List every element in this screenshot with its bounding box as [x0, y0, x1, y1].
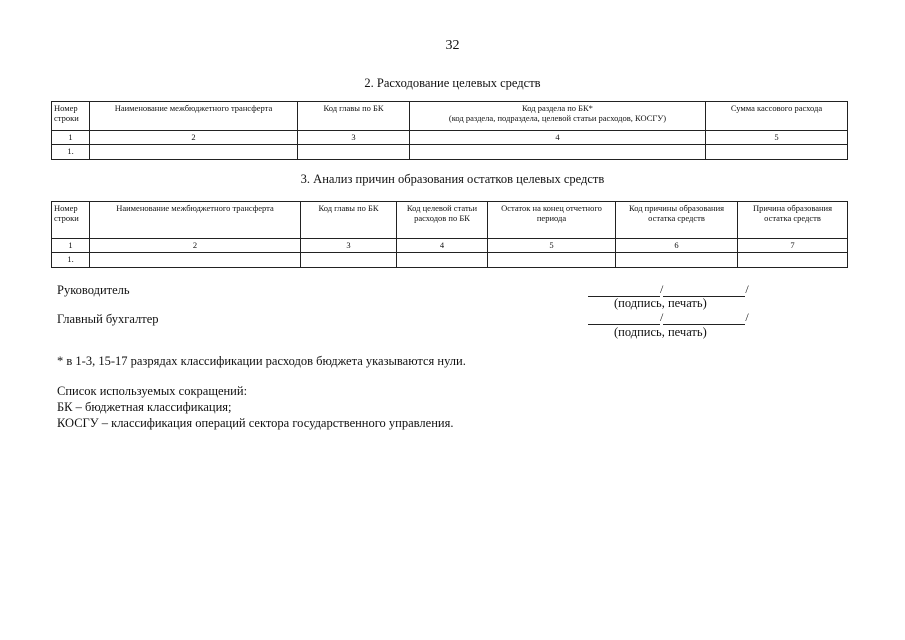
header-cell-row-number: Номер строки — [52, 102, 90, 131]
name-blank — [663, 312, 745, 325]
section-3-title: 3. Анализ причин образования остатков целевых средств — [300, 172, 605, 186]
abbreviation-item: КОСГУ – классификация операций сектора государственного управления. — [57, 416, 454, 430]
signature-blank — [588, 312, 660, 325]
header-cell-transfer-name: Наименование межбюджетного трансферта — [90, 202, 301, 239]
row-label: 1. — [52, 145, 90, 160]
table-cell — [301, 253, 397, 268]
abbreviation-item: БК – бюджетная классификация; — [57, 400, 232, 414]
table-cell — [738, 253, 848, 268]
column-number: 3 — [301, 239, 397, 253]
column-number: 4 — [397, 239, 488, 253]
table-header-row — [52, 202, 848, 239]
header-cell-cash-expense: Сумма кассового расхода — [706, 102, 848, 131]
separator: / — [660, 310, 664, 324]
header-cell-period-end-balance: Остаток на конец отчетного периода — [488, 202, 616, 239]
table-cell — [90, 253, 301, 268]
column-number: 7 — [738, 239, 848, 253]
column-number: 5 — [488, 239, 616, 253]
table-cell — [488, 253, 616, 268]
header-cell-target-article-code: Код целевой статьи расходов по БК — [397, 202, 488, 239]
table-row — [52, 145, 848, 160]
abbreviations-title: Список используемых сокращений: — [57, 384, 248, 398]
column-number: 2 — [90, 131, 298, 145]
table-cell — [410, 145, 706, 160]
header-cell-reason-code: Код причины образования остатка средств — [616, 202, 738, 239]
column-number: 4 — [410, 131, 706, 145]
separator: / — [745, 310, 749, 324]
head-signature-hint: (подпись, печать) — [614, 296, 707, 310]
column-number: 5 — [706, 131, 848, 145]
accountant-signature-line — [588, 310, 749, 325]
header-cell-section-code-title: Код раздела по БК* — [522, 103, 593, 113]
table-cell — [397, 253, 488, 268]
header-cell-section-code — [410, 102, 706, 131]
header-cell-chapter-code: Код главы по БК — [298, 102, 410, 131]
footnote: * в 1-3, 15-17 разрядах классификации расходов бюджета указываются нули. — [57, 354, 466, 368]
header-cell-section-code-subtitle: (код раздела, подраздела, целевой статьи расходов, КОСГУ) — [448, 113, 667, 123]
page-number: 32 — [445, 38, 460, 53]
table-row — [52, 253, 848, 268]
separator: / — [745, 282, 749, 296]
column-number: 2 — [90, 239, 301, 253]
row-label: 1. — [52, 253, 90, 268]
head-label: Руководитель — [57, 283, 130, 297]
separator: / — [660, 282, 664, 296]
table-header-row — [52, 102, 848, 131]
chief-accountant-label: Главный бухгалтер — [57, 312, 159, 326]
spending-table — [51, 101, 848, 160]
column-number: 3 — [298, 131, 410, 145]
table-cell — [298, 145, 410, 160]
table-cell — [706, 145, 848, 160]
accountant-signature-hint: (подпись, печать) — [614, 325, 707, 339]
table-cell — [90, 145, 298, 160]
column-numbers-row — [52, 239, 848, 253]
column-number: 1 — [52, 239, 90, 253]
header-cell-chapter-code: Код главы по БК — [301, 202, 397, 239]
column-numbers-row — [52, 131, 848, 145]
table-cell — [616, 253, 738, 268]
section-2-title: 2. Расходование целевых средств — [364, 76, 541, 90]
header-cell-reason: Причина образования остатка средств — [738, 202, 848, 239]
balance-analysis-table — [51, 201, 848, 268]
head-signature-line — [588, 282, 749, 297]
header-cell-row-number: Номер строки — [52, 202, 90, 239]
abbreviations-block — [57, 383, 453, 431]
column-number: 1 — [52, 131, 90, 145]
header-cell-transfer-name: Наименование межбюджетного трансферта — [90, 102, 298, 131]
column-number: 6 — [616, 239, 738, 253]
